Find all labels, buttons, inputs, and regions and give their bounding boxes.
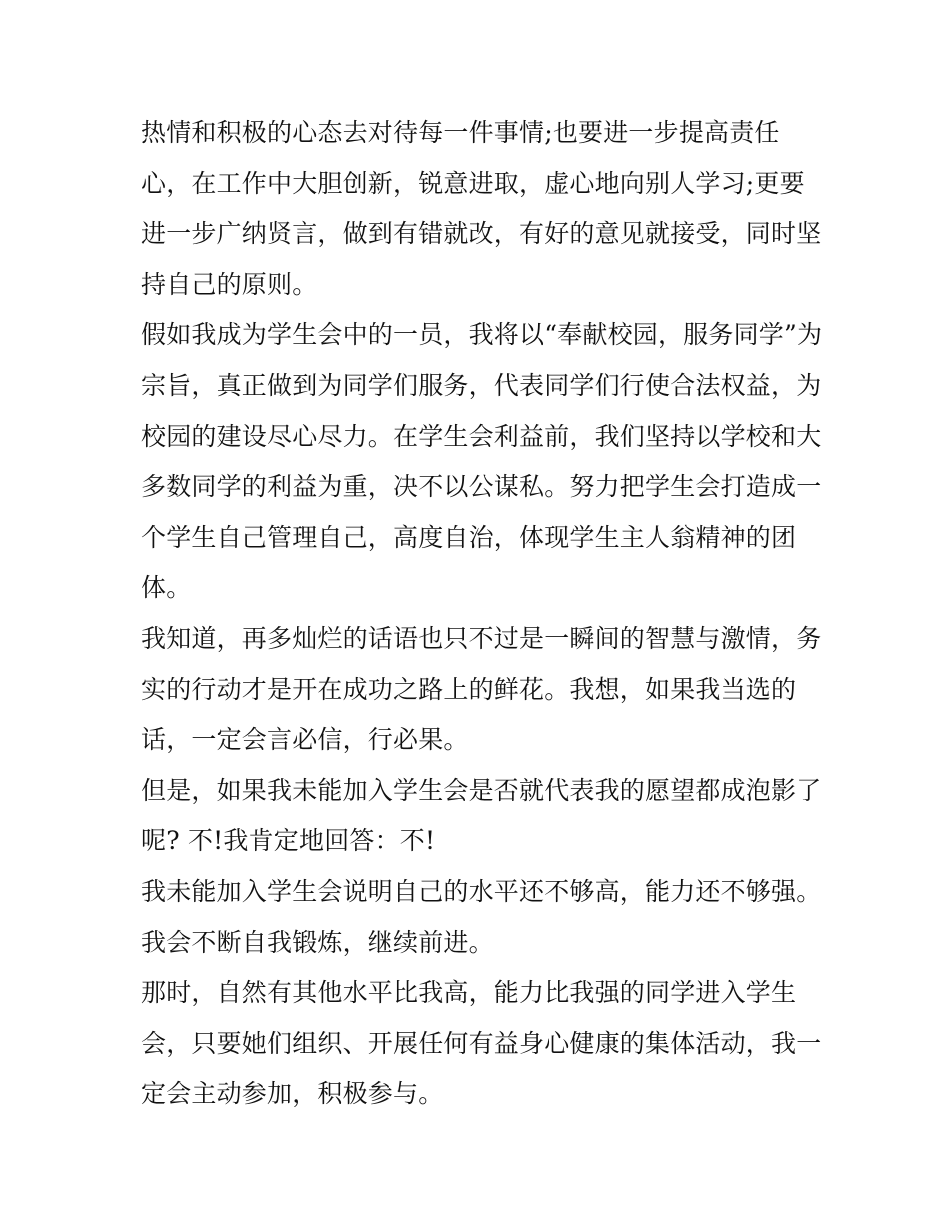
text-line: 会，只要她们组织、开展任何有益身心健康的集体活动，我一 bbox=[141, 1028, 822, 1058]
text-line: 我未能加入学生会说明自己的水平还不够高，能力还不够强。 bbox=[141, 876, 822, 906]
text-line: 实的行动才是开在成功之路上的鲜花。我想，如果我当选的 bbox=[141, 674, 797, 704]
paragraph-5 bbox=[141, 867, 821, 968]
text-line: 宗旨，真正做到为同学们服务，代表同学们行使合法权益，为 bbox=[141, 370, 822, 400]
text-line: 我会不断自我锻炼，继续前进。 bbox=[141, 927, 494, 957]
text-line: 热情和积极的心态去对待每一件事情;也要进一步提高责任 bbox=[141, 118, 780, 147]
text-line: 个学生自己管理自己，高度自治，体现学生主人翁精神的团 bbox=[141, 522, 797, 552]
text-line: 多数同学的利益为重，决不以公谋私。努力把学生会打造成一 bbox=[141, 472, 822, 502]
paragraph-1 bbox=[141, 108, 821, 310]
text-line: 进一步广纳贤言，做到有错就改，有好的意见就接受，同时坚 bbox=[141, 219, 822, 249]
text-line: 那时，自然有其他水平比我高，能力比我强的同学进入学生 bbox=[141, 978, 797, 1008]
text-line: 假如我成为学生会中的一员，我将以“奉献校园，服务同学”为 bbox=[141, 320, 823, 350]
document-body bbox=[141, 108, 821, 1120]
text-line: 心，在工作中大胆创新，锐意进取，虚心地向别人学习;更要 bbox=[141, 168, 805, 198]
paragraph-3 bbox=[141, 614, 821, 766]
paragraph-4 bbox=[141, 766, 821, 867]
text-line: 定会主动参加，积极参与。 bbox=[141, 1079, 444, 1109]
text-line: 校园的建设尽心尽力。在学生会利益前，我们坚持以学校和大 bbox=[141, 421, 822, 451]
text-line: 我知道，再多灿烂的话语也只不过是一瞬间的智慧与激情，务 bbox=[141, 623, 822, 653]
text-line: 话，一定会言必信，行必果。 bbox=[141, 725, 469, 755]
text-line: 呢? 不!我肯定地回答：不! bbox=[141, 826, 436, 856]
text-line: 体。 bbox=[141, 573, 192, 603]
text-line: 持自己的原则。 bbox=[141, 269, 318, 299]
paragraph-6 bbox=[141, 968, 821, 1120]
text-line: 但是，如果我未能加入学生会是否就代表我的愿望都成泡影了 bbox=[141, 775, 822, 805]
paragraph-2 bbox=[141, 310, 821, 614]
